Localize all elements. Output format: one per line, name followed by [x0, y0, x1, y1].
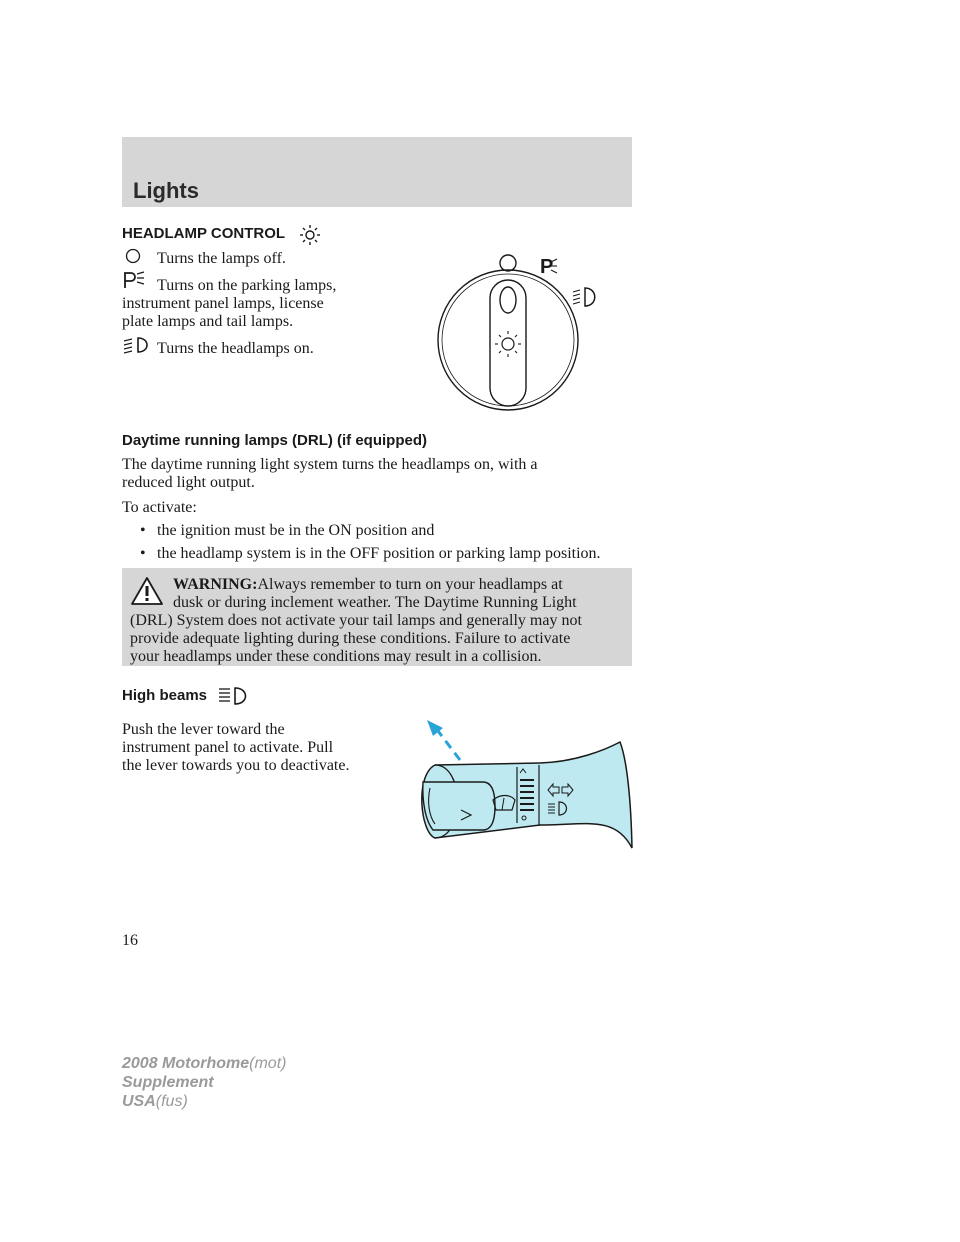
warning-line5: your headlamps under these conditions may result in a collision.	[130, 648, 542, 665]
headlamp-sun-icon	[297, 225, 323, 245]
footer-market: USA	[122, 1093, 156, 1110]
high-beams-line2: instrument panel to activate. Pull	[122, 739, 334, 756]
headlamps-on-description: Turns the headlamps on.	[157, 340, 314, 357]
footer-model-code: (mot)	[249, 1055, 287, 1072]
footer-line1	[122, 1055, 286, 1073]
bullet-item: the ignition must be in the ON position and	[157, 522, 435, 539]
high-beams-line1: Push the lever toward the	[122, 721, 285, 738]
off-description: Turns the lamps off.	[157, 250, 286, 267]
parking-lamp-icon	[122, 270, 146, 290]
warning-triangle-icon	[130, 576, 164, 606]
bullet-dot: •	[140, 545, 146, 562]
bullet-dot: •	[140, 522, 146, 539]
warning-line1: Always remember to turn on your headlamps at	[257, 576, 563, 593]
to-activate-label: To activate:	[122, 499, 197, 516]
switch-parking-label: P	[540, 256, 554, 278]
warning-line4: provide adequate lighting during these conditions. Failure to activate	[130, 630, 571, 647]
high-beams-title: High beams	[122, 687, 208, 704]
footer-model: 2008 Motorhome	[122, 1055, 250, 1072]
warning-label: WARNING:	[173, 576, 258, 593]
drl-title: Daytime running lamps (DRL) (if equipped)	[122, 432, 428, 449]
page-number: 16	[122, 932, 138, 949]
headlamp-beam-icon	[122, 336, 152, 354]
headlamp-control-title: HEADLAMP CONTROL	[122, 225, 286, 242]
drl-intro-line2: reduced light output.	[122, 474, 255, 491]
warning-line1-row	[173, 576, 563, 594]
parking-desc-line1: Turns on the parking lamps,	[157, 277, 337, 294]
high-beams-line3: the lever towards you to deactivate.	[122, 757, 350, 774]
high-beam-icon	[218, 686, 250, 706]
parking-desc-line2: instrument panel lamps, license	[122, 295, 324, 312]
bullet-item: the headlamp system is in the OFF position or parking lamp position.	[157, 545, 601, 562]
section-title: Lights	[133, 178, 199, 203]
off-circle-icon	[125, 248, 141, 264]
warning-line3: (DRL) System does not activate your tail lamps and generally may not	[130, 612, 582, 629]
footer-market-code: (fus)	[155, 1093, 188, 1110]
drl-intro-line1: The daytime running light system turns the headlamps on, with a	[122, 456, 538, 473]
parking-desc-line3: plate lamps and tail lamps.	[122, 313, 294, 330]
footer-line3	[122, 1093, 188, 1111]
footer-line2: Supplement	[122, 1074, 214, 1091]
warning-line2: dusk or during inclement weather. The Daytime Running Light	[173, 594, 577, 611]
headlamp-switch-illustration	[430, 240, 610, 415]
multifunction-lever-illustration	[405, 720, 635, 850]
